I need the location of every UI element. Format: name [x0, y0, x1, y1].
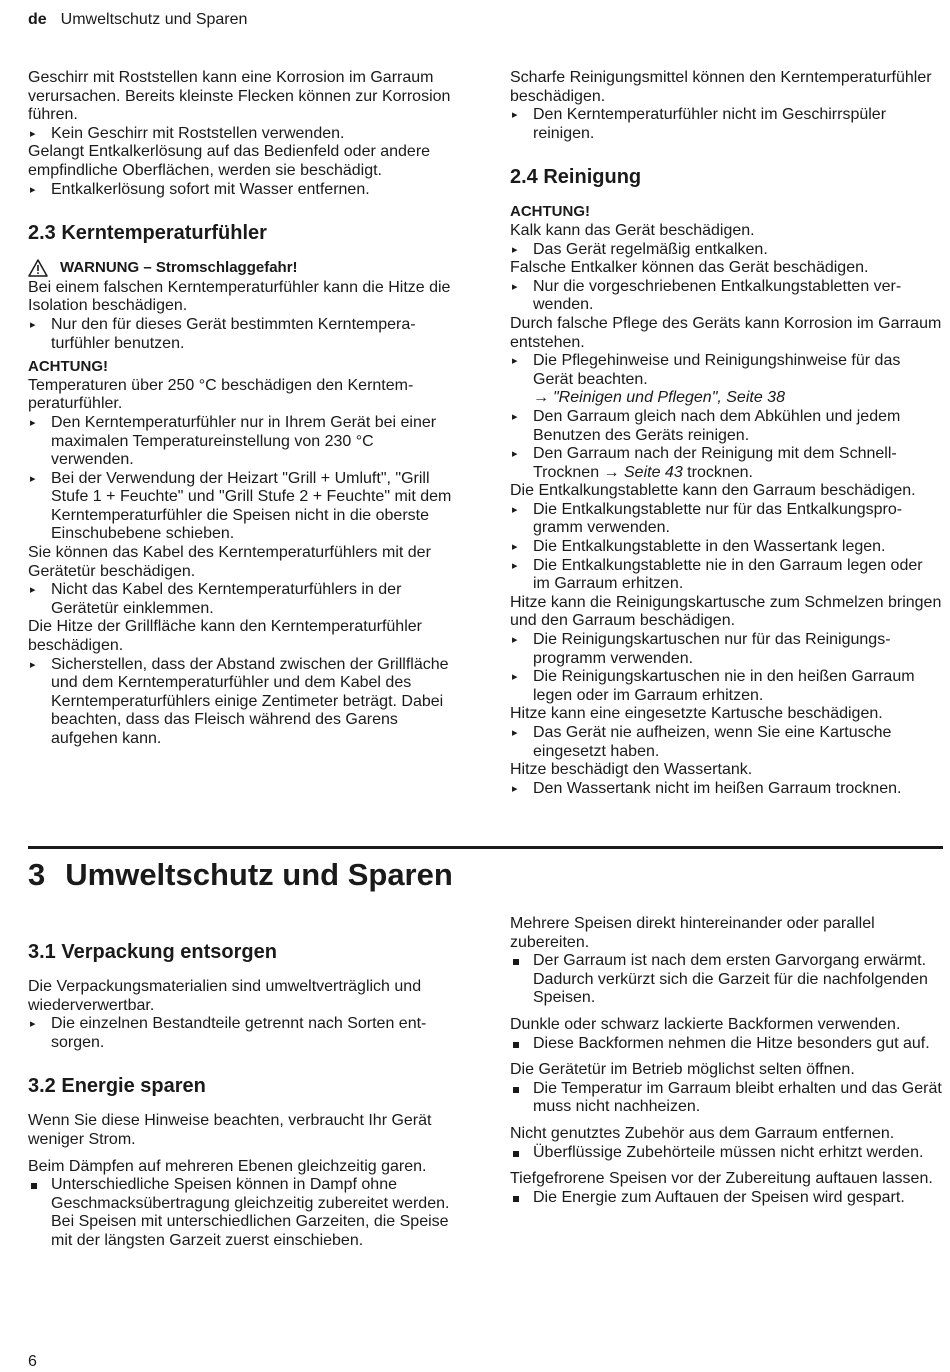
list-item: ▸ Die Entkalkungstablette nur für das Entkalkungsprogramm verwenden.: [512, 500, 903, 537]
language-code: de: [28, 11, 47, 28]
bullet-list: [510, 278, 942, 315]
list-item: ▸ Den Kerntemperaturfühler nur in Ihrem Gerät bei einer maximalen Temperatureinstellung von 230 °C verwenden.: [30, 413, 437, 469]
bullet-list: [510, 724, 942, 761]
square-bullet-list: [510, 1144, 942, 1163]
list-item: ▸ Bei der Verwendung der Heizart "Grill + Umluft", "Grill Stufe 1 + Feuchte" und "Grill Stufe 2 + Feuchte" mit dem Kerntemperaturfühler die Speisen nicht in die oberste Einschubebene schieben.: [30, 469, 452, 543]
triangle-bullet-icon: ▸: [512, 559, 518, 572]
paragraph: Kalk kann das Gerät beschädigen.: [510, 221, 755, 239]
triangle-bullet-icon: ▸: [512, 634, 518, 647]
square-bullet-icon: [513, 1042, 519, 1048]
triangle-bullet-icon: ▸: [30, 416, 36, 429]
running-header: [28, 11, 247, 30]
square-bullet-icon: [513, 959, 519, 965]
paragraph: Bei einem falschen Kerntemperaturfühler kann die Hitze die Isolation beschädigen.: [28, 278, 451, 315]
list-item: ▸ Die Entkalkungstablette in den Wassertank legen.: [512, 538, 886, 556]
section-heading-3-2: 3.2 Energie sparen: [28, 1075, 206, 1098]
bullet-list: [28, 125, 460, 144]
bullet-list: [510, 352, 942, 482]
paragraph: Scharfe Reinigungsmittel können den Kerntemperaturfühler beschädigen.: [510, 69, 932, 105]
triangle-bullet-icon: ▸: [30, 584, 36, 597]
triangle-bullet-icon: ▸: [512, 782, 518, 795]
chapter-heading: [28, 857, 453, 893]
bullet-list: [28, 1015, 460, 1052]
triangle-bullet-icon: ▸: [512, 448, 518, 461]
list-item: ▸ Die Pflegehinweise und Reinigungshinweise für das Gerät beachten. → "Reinigen und Pflegen", Seite 38: [510, 352, 942, 408]
paragraph: Die Verpackungsmaterialien sind umweltverträglich und wiederverwertbar.: [28, 978, 422, 1014]
paragraph: Sie können das Kabel des Kerntemperaturfühlers mit der Gerätetür beschädigen.: [28, 544, 431, 580]
triangle-bullet-icon: ▸: [30, 1018, 36, 1031]
warning-label: WARNUNG – Stromschlaggefahr!: [28, 259, 460, 278]
list-item: ▸ Nur die vorgeschriebenen Entkalkungstabletten verwenden.: [512, 277, 902, 314]
bullet-list: [28, 581, 460, 618]
paragraph: Die Hitze der Grillfläche kann den Kerntemperaturfühler beschädigen.: [28, 618, 422, 655]
cross-reference-link[interactable]: → "Reinigen und Pflegen", Seite 38: [533, 389, 785, 407]
page-number: 6: [28, 1353, 37, 1370]
paragraph: Nicht genutztes Zubehör aus dem Garraum entfernen.: [510, 1124, 895, 1142]
notice-label: ACHTUNG!: [510, 203, 590, 221]
square-bullet-list: [510, 1189, 942, 1208]
square-bullet-list: [510, 1080, 942, 1117]
square-bullet-icon: [513, 1196, 519, 1202]
paragraph: Hitze kann die Reinigungskartusche zum Schmelzen bringen und den Garraum beschädigen.: [510, 593, 942, 630]
section-heading-2-4: 2.4 Reinigung: [510, 166, 642, 189]
list-item: ▸ Das Gerät nie aufheizen, wenn Sie eine Kartusche eingesetzt haben.: [512, 724, 892, 760]
list-item: ▸ Die einzelnen Bestandteile getrennt nach Sorten entsorgen.: [30, 1015, 427, 1051]
section-heading-2-3: 2.3 Kerntemperaturfühler: [28, 222, 267, 245]
list-item: ▸ Sicherstellen, dass der Abstand zwischen der Grillfläche und dem Kerntemperaturfühler und dem Kabel des Kerntemperaturfühlers einige Zentimeter beträgt. Dabei beachten, dass das Fleisch während des Garens aufgehen kann.: [30, 655, 449, 747]
list-item: ▸ Den Kerntemperaturfühler nicht im Geschirrspüler reinigen.: [512, 106, 887, 142]
triangle-bullet-icon: ▸: [512, 280, 518, 293]
paragraph: Falsche Entkalker können das Gerät beschädigen.: [510, 259, 869, 277]
header-title: Umweltschutz und Sparen: [60, 11, 248, 28]
square-bullet-icon: [513, 1087, 519, 1093]
list-item: Die Temperatur im Garraum bleibt erhalten und das Gerät muss nicht nachheizen.: [510, 1080, 942, 1117]
list-item: ▸ Nur den für dieses Gerät bestimmten Kerntemperaturfühler benutzen.: [30, 315, 416, 352]
column-left-top: [28, 69, 460, 749]
chapter-divider: [28, 846, 943, 849]
bullet-list: [510, 631, 942, 705]
paragraph: Gelangt Entkalkerlösung auf das Bedienfeld oder andere empfindliche Oberflächen, werden sie beschädigt.: [28, 143, 431, 179]
bullet-list: [28, 414, 460, 544]
paragraph: Dunkle oder schwarz lackierte Backformen verwenden.: [510, 1015, 901, 1033]
triangle-bullet-icon: ▸: [30, 127, 36, 140]
column-right-top: [510, 69, 942, 798]
triangle-bullet-icon: ▸: [30, 658, 36, 671]
list-item: ▸ Kein Geschirr mit Roststellen verwenden.: [30, 124, 345, 142]
paragraph: Beim Dämpfen auf mehreren Ebenen gleichzeitig garen.: [28, 1157, 427, 1175]
column-left-bottom: [28, 941, 460, 1251]
list-item: ▸ Den Wassertank nicht im heißen Garraum trocknen.: [512, 779, 902, 797]
triangle-bullet-icon: ▸: [30, 472, 36, 485]
paragraph: Hitze kann eine eingesetzte Kartusche beschädigen.: [510, 705, 883, 723]
list-item: ▸ Die Reinigungskartuschen nur für das Reinigungsprogramm verwenden.: [512, 631, 891, 667]
triangle-bullet-icon: ▸: [30, 183, 36, 196]
square-bullet-icon: [513, 1151, 519, 1157]
warning-triangle-icon: [28, 259, 48, 277]
cross-reference-link[interactable]: Seite 43: [624, 463, 683, 481]
bullet-list: [510, 241, 942, 260]
bullet-list: [510, 780, 942, 799]
list-item: Diese Backformen nehmen die Hitze besonders gut auf.: [510, 1035, 942, 1054]
bullet-list: [510, 501, 942, 594]
bullet-list: [28, 316, 460, 353]
paragraph: Mehrere Speisen direkt hintereinander oder parallel zubereiten.: [510, 915, 875, 951]
chapter-number: 3: [28, 857, 46, 892]
square-bullet-list: [510, 1035, 942, 1054]
triangle-bullet-icon: ▸: [512, 109, 518, 122]
list-item: Unterschiedliche Speisen können in Dampf ohne Geschmacksübertragung gleichzeitig zubereitet werden. Bei Speisen mit unterschiedlichen Garzeiten, die Speise mit der längsten Garzeit zuerst einschieben.: [28, 1176, 460, 1250]
triangle-bullet-icon: ▸: [512, 503, 518, 516]
triangle-bullet-icon: ▸: [512, 355, 518, 368]
list-item: ▸ Nicht das Kabel des Kerntemperaturfühlers in der Gerätetür einklemmen.: [30, 581, 402, 617]
triangle-bullet-icon: ▸: [512, 541, 518, 554]
list-item: Überflüssige Zubehörteile müssen nicht erhitzt werden.: [510, 1144, 942, 1163]
arrow-right-icon: →: [603, 463, 620, 481]
square-bullet-icon: [31, 1183, 37, 1189]
notice-label: ACHTUNG!: [28, 358, 108, 376]
square-bullet-list: [510, 952, 942, 1008]
column-right-bottom: [510, 915, 942, 1207]
chapter-title: Umweltschutz und Sparen: [65, 857, 453, 892]
paragraph: Wenn Sie diese Hinweise beachten, verbraucht Ihr Gerät weniger Strom.: [28, 1112, 432, 1148]
triangle-bullet-icon: ▸: [30, 318, 36, 331]
list-item: Die Energie zum Auftauen der Speisen wird gespart.: [510, 1189, 942, 1208]
section-heading-3-1: 3.1 Verpackung entsorgen: [28, 941, 277, 963]
square-bullet-list: [28, 1176, 460, 1250]
triangle-bullet-icon: ▸: [512, 671, 518, 684]
bullet-list: [28, 656, 460, 749]
paragraph: Geschirr mit Roststellen kann eine Korrosion im Garraum verursachen. Bereits kleinste Flecken können zur Korrosion führen.: [28, 69, 451, 124]
list-item: ▸ Den Garraum nach der Reinigung mit dem SchnellTrocknen → Seite 43 trocknen.: [512, 445, 897, 481]
list-item: Der Garraum ist nach dem ersten Garvorgang erwärmt. Dadurch verkürzt sich die Garzeit für die nachfolgenden Speisen.: [510, 952, 942, 1008]
triangle-bullet-icon: ▸: [512, 410, 518, 423]
list-item: ▸ Die Entkalkungstablette nie in den Garraum legen oder im Garraum erhitzen.: [512, 556, 923, 593]
paragraph: Temperaturen über 250 °C beschädigen den Kerntemperaturfühler.: [28, 376, 414, 413]
paragraph: Die Gerätetür im Betrieb möglichst selten öffnen.: [510, 1061, 855, 1079]
list-item: ▸ Entkalkerlösung sofort mit Wasser entfernen.: [30, 180, 370, 198]
list-item: ▸ Den Garraum gleich nach dem Abkühlen und jedem Benutzen des Geräts reinigen.: [512, 407, 901, 444]
bullet-list: [28, 181, 460, 200]
list-item: ▸ Die Reinigungskartuschen nie in den heißen Garraum legen oder im Garraum erhitzen.: [512, 668, 915, 704]
arrow-right-icon: →: [533, 389, 549, 407]
triangle-bullet-icon: ▸: [512, 727, 518, 739]
paragraph: Die Entkalkungstablette kann den Garraum beschädigen.: [510, 482, 916, 500]
bullet-list: [510, 106, 942, 143]
paragraph: Durch falsche Pflege des Geräts kann Korrosion im Garraum entstehen.: [510, 314, 942, 351]
triangle-bullet-icon: ▸: [512, 243, 518, 256]
paragraph: Tiefgefrorene Speisen vor der Zubereitung auftauen lassen.: [510, 1170, 933, 1188]
list-item: ▸ Das Gerät regelmäßig entkalken.: [512, 240, 768, 258]
paragraph: Hitze beschädigt den Wassertank.: [510, 761, 753, 779]
